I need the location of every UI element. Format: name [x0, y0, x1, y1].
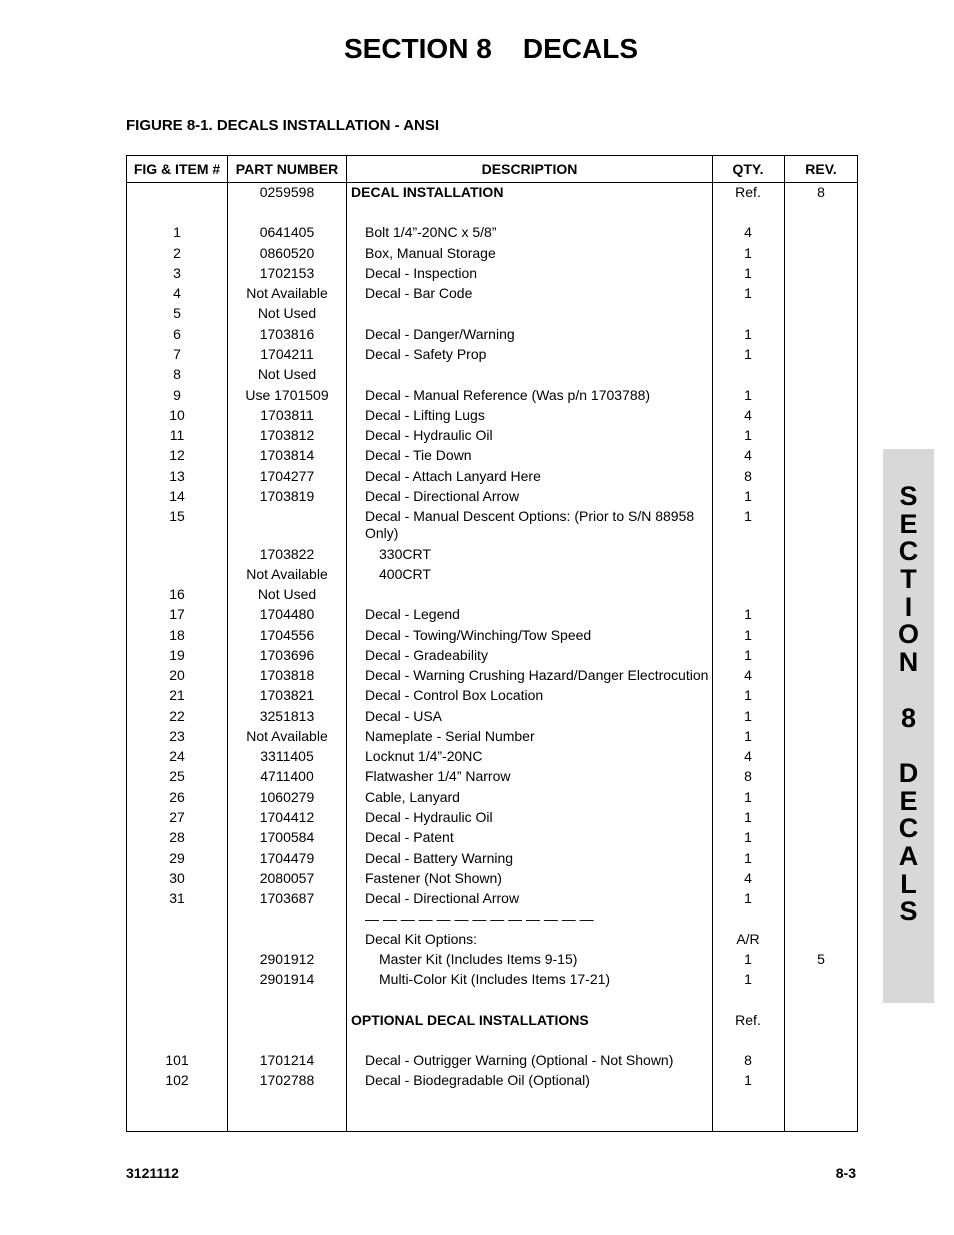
row-qty: 1 — [744, 1072, 752, 1088]
section-tab — [883, 449, 934, 1003]
row-part-number: 1702788 — [259, 1072, 315, 1088]
section-tab-letter: O — [897, 619, 919, 650]
row-description: Decal - Control Box Location — [365, 687, 544, 703]
section-tab-letter: 8 — [900, 702, 917, 733]
row-description: Decal - Attach Lanyard Here — [365, 468, 541, 484]
row-part-number: 2080057 — [259, 870, 315, 886]
row-fig-item: 31 — [169, 890, 185, 906]
row-qty: 1 — [744, 387, 752, 403]
row-part-number: 2901912 — [259, 951, 315, 967]
row-part-number: 3251813 — [259, 708, 315, 724]
row-description: Decal Kit Options: — [365, 931, 478, 947]
row-part-number: Not Used — [257, 305, 317, 321]
row-description: Master Kit (Includes Items 9-15) — [379, 951, 578, 967]
column-divider — [784, 156, 785, 1131]
row-description: Decal - Gradeability — [365, 647, 488, 663]
row-description: Locknut 1/4”-20NC — [365, 748, 483, 764]
row-description: Nameplate - Serial Number — [365, 728, 535, 744]
row-description: Decal - Legend — [365, 606, 460, 622]
row-qty: 4 — [744, 407, 752, 423]
row-fig-item: 17 — [169, 606, 185, 622]
row-description: Decal - Hydraulic Oil — [365, 427, 493, 443]
row-fig-item: 27 — [169, 809, 185, 825]
row-part-number: 3311405 — [260, 748, 314, 764]
row-part-number: Not Available — [246, 285, 328, 301]
section-tab-letter: C — [898, 536, 919, 567]
row-qty: 1 — [744, 708, 752, 724]
row-qty: 1 — [744, 627, 752, 643]
row-fig-item: 16 — [169, 586, 185, 602]
section-tab-letter: L — [900, 868, 917, 899]
row-part-number: 1704556 — [259, 627, 315, 643]
row-fig-item: 13 — [169, 468, 185, 484]
row-qty: 8 — [744, 468, 752, 484]
row-fig-item: 26 — [169, 789, 185, 805]
row-qty: 1 — [744, 728, 752, 744]
row-fig-item: 3 — [173, 265, 181, 281]
row-description: Decal - Battery Warning — [365, 850, 514, 866]
row-description: Cable, Lanyard — [365, 789, 460, 805]
row-qty: 4 — [744, 667, 752, 683]
table-header — [127, 156, 857, 183]
row-fig-item: 20 — [169, 667, 185, 683]
row-qty: 1 — [744, 346, 752, 362]
row-part-number: 0860520 — [259, 245, 315, 261]
section-tab-letter: T — [900, 564, 917, 595]
row-part-number: 1703814 — [259, 447, 315, 463]
row-part-number: 4711400 — [260, 768, 314, 784]
row-qty: Ref. — [735, 1012, 761, 1028]
row-qty: 1 — [744, 265, 752, 281]
row-part-number: 2901914 — [259, 971, 315, 987]
section-tab-label — [883, 483, 934, 926]
row-qty: 1 — [744, 687, 752, 703]
row-fig-item: 22 — [169, 708, 185, 724]
section-tab-letter: S — [899, 896, 918, 927]
row-description: Decal - Safety Prop — [365, 346, 487, 362]
row-part-number: 1703812 — [259, 427, 315, 443]
section-tab-letter: E — [899, 785, 918, 816]
header-qty: QTY. — [732, 161, 764, 177]
row-qty: 1 — [744, 951, 752, 967]
row-fig-item: 9 — [173, 387, 181, 403]
row-qty: 1 — [744, 427, 752, 443]
row-rev: 5 — [817, 951, 825, 967]
row-fig-item: 1 — [173, 224, 181, 240]
row-part-number: 1701214 — [259, 1052, 315, 1068]
row-fig-item: 7 — [173, 346, 181, 362]
row-description: Bolt 1/4”-20NC x 5/8” — [365, 224, 497, 240]
row-part-number: 1704211 — [260, 346, 314, 362]
row-qty: 4 — [744, 870, 752, 886]
page-number: 8-3 — [835, 1165, 856, 1181]
row-qty: 1 — [744, 245, 752, 261]
row-qty: 1 — [744, 789, 752, 805]
header-description: DESCRIPTION — [481, 161, 578, 177]
row-part-number: Not Available — [246, 728, 328, 744]
row-part-number: 1703687 — [259, 890, 315, 906]
header-rev: REV. — [805, 161, 837, 177]
row-fig-item: 12 — [169, 447, 185, 463]
row-description: Decal - Directional Arrow — [365, 890, 520, 906]
row-fig-item: 6 — [173, 326, 181, 342]
row-description: OPTIONAL DECAL INSTALLATIONS — [351, 1012, 589, 1028]
row-fig-item: 28 — [169, 829, 185, 845]
row-part-number: 1703696 — [259, 647, 315, 663]
row-description: Decal - Hydraulic Oil — [365, 809, 493, 825]
row-description: Decal - Directional Arrow — [365, 488, 520, 504]
row-qty: 8 — [744, 1052, 752, 1068]
row-part-number: 1702153 — [259, 265, 315, 281]
row-qty: 1 — [744, 850, 752, 866]
row-description: Decal - USA — [365, 708, 443, 724]
row-part-number: 1703818 — [259, 667, 315, 683]
row-qty: 4 — [744, 447, 752, 463]
row-qty: 1 — [744, 285, 752, 301]
row-description: Decal - Tie Down — [365, 447, 472, 463]
row-rev: 8 — [817, 184, 825, 200]
row-part-number: 1060279 — [259, 789, 315, 805]
section-tab-letter: A — [898, 840, 919, 871]
row-description: Decal - Inspection — [365, 265, 478, 281]
figure-caption: FIGURE 8-1. DECALS INSTALLATION - ANSI — [126, 117, 440, 134]
row-description: Decal - Manual Descent Options: (Prior to S/N 88958 Only) — [365, 508, 695, 541]
row-fig-item: 23 — [169, 728, 185, 744]
row-description: — — — — — — — — — — — — — — [365, 911, 594, 927]
row-part-number: 1703819 — [259, 488, 315, 504]
row-fig-item: 4 — [173, 285, 181, 301]
row-qty: 8 — [744, 768, 752, 784]
section-tab-letter: N — [898, 647, 919, 678]
row-description: Decal - Bar Code — [365, 285, 473, 301]
row-qty: 1 — [744, 890, 752, 906]
header-fig-item: FIG & ITEM # — [133, 161, 221, 177]
row-qty: 1 — [744, 606, 752, 622]
row-description: Decal - Towing/Winching/Tow Speed — [365, 627, 592, 643]
row-part-number: 1703811 — [260, 407, 314, 423]
row-qty: 1 — [744, 508, 752, 524]
row-part-number: 1704479 — [259, 850, 315, 866]
row-fig-item: 101 — [165, 1052, 189, 1068]
doc-number: 3121112 — [126, 1165, 179, 1181]
row-part-number: 1700584 — [259, 829, 315, 845]
row-fig-item: 25 — [169, 768, 185, 784]
row-fig-item: 14 — [169, 488, 185, 504]
row-part-number: Not Used — [257, 586, 317, 602]
row-description: 400CRT — [379, 566, 431, 582]
row-description: Decal - Patent — [365, 829, 454, 845]
section-tab-letter: S — [899, 481, 918, 511]
section-tab-letter: C — [898, 813, 919, 844]
section-tab-letter: E — [899, 508, 918, 539]
row-description: Decal - Warning Crushing Hazard/Danger Electrocution — [365, 667, 709, 683]
row-qty: 1 — [744, 488, 752, 504]
row-description: Fastener (Not Shown) — [365, 870, 502, 886]
row-qty: A/R — [736, 931, 760, 947]
row-qty: 1 — [744, 971, 752, 987]
row-part-number: 1704480 — [259, 606, 315, 622]
row-part-number: Use 1701509 — [245, 387, 329, 403]
row-description: Decal - Outrigger Warning (Optional - Not Shown) — [365, 1052, 674, 1068]
row-description: Decal - Manual Reference (Was p/n 1703788) — [365, 387, 651, 403]
row-part-number: 1704412 — [259, 809, 315, 825]
row-part-number: 1704277 — [259, 468, 315, 484]
row-fig-item: 15 — [169, 508, 185, 524]
row-fig-item: 29 — [169, 850, 185, 866]
row-qty: 1 — [744, 326, 752, 342]
row-description: DECAL INSTALLATION — [351, 184, 504, 200]
section-tab-letter: D — [898, 757, 919, 788]
row-fig-item: 2 — [173, 245, 181, 261]
row-qty: 1 — [744, 809, 752, 825]
row-fig-item: 24 — [169, 748, 185, 764]
row-qty: Ref. — [735, 184, 761, 200]
section-tab-letter: I — [904, 591, 913, 622]
row-qty: 4 — [744, 224, 752, 240]
row-fig-item: 8 — [173, 366, 181, 382]
row-part-number: Not Used — [257, 366, 317, 382]
row-fig-item: 11 — [169, 427, 185, 443]
row-part-number: Not Available — [246, 566, 328, 582]
row-part-number: 1703816 — [259, 326, 315, 342]
row-description: Multi-Color Kit (Includes Items 17-21) — [379, 971, 611, 987]
row-fig-item: 5 — [173, 305, 181, 321]
row-qty: 1 — [744, 829, 752, 845]
parts-table — [126, 155, 858, 1132]
row-fig-item: 30 — [169, 870, 185, 886]
section-tab-letter — [883, 732, 934, 760]
row-description: 330CRT — [379, 546, 431, 562]
page-title: SECTION 8 DECALS — [343, 33, 639, 64]
row-description: Decal - Biodegradable Oil (Optional) — [365, 1072, 590, 1088]
row-description: Box, Manual Storage — [365, 245, 496, 261]
row-fig-item: 102 — [165, 1072, 189, 1088]
section-tab-letter — [883, 677, 934, 705]
row-part-number: 1703821 — [259, 687, 315, 703]
row-description: Flatwasher 1/4” Narrow — [365, 768, 511, 784]
row-description: Decal - Danger/Warning — [365, 326, 515, 342]
row-fig-item: 19 — [169, 647, 185, 663]
row-part-number: 0259598 — [259, 184, 315, 200]
row-fig-item: 18 — [169, 627, 185, 643]
header-part-number: PART NUMBER — [235, 161, 339, 177]
row-fig-item: 21 — [169, 687, 185, 703]
row-fig-item: 10 — [169, 407, 185, 423]
row-qty: 4 — [744, 748, 752, 764]
row-part-number: 1703822 — [259, 546, 315, 562]
row-part-number: 0641405 — [259, 224, 315, 240]
row-qty: 1 — [744, 647, 752, 663]
row-description: Decal - Lifting Lugs — [365, 407, 485, 423]
column-divider — [346, 156, 347, 1131]
